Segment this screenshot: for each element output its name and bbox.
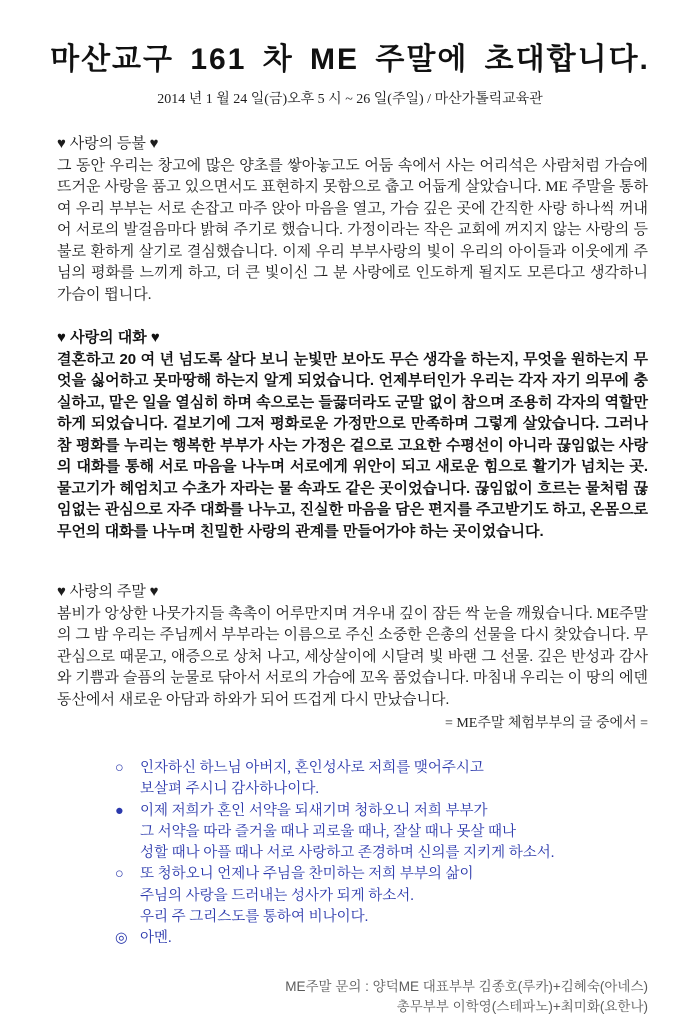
section-heading: ♥ 사랑의 등불 ♥ (57, 136, 159, 152)
prayer-line (115, 801, 648, 822)
prayer-text: 이제 저희가 혼인 서약을 되새기며 청하오니 저희 부부가 (140, 802, 488, 819)
bullet-spacer (115, 779, 140, 800)
prayer-line (115, 886, 648, 907)
prayer-line (115, 928, 648, 949)
prayer-text: 아멘. (140, 930, 172, 947)
prayer-text: 그 서약을 따라 즐거울 때나 괴로울 때나, 잘살 때나 못살 때나 (140, 823, 517, 840)
bullet-spacer (115, 843, 140, 864)
prayer-text: 성할 때나 아플 때나 서로 사랑하고 존경하며 신의를 지키게 하소서. (140, 845, 555, 862)
section-paragraph: 봄비가 앙상한 나뭇가지들 촉촉이 어루만지며 겨우내 깊이 잠든 싹 눈을 깨웠습니다. ME주말의 그 밤 우리는 주님께서 부부라는 이름으로 주신 소중한 은총의 선물을 다시 찾았습니다. 무관심으로 때묻고, 애증으로 상처 나고, 세상살이에 시달려 빛 바랜 그 선물. 깊은 반성과 감사와 기쁨과 슬픔의 눈물로 닦아서 서로의 가슴에 꼬옥 품었습니다. 마침내 우리는 이 땅의 에덴동산에서 새로운 아담과 하와가 되어 뜨겁게 다시 만났습니다. (57, 605, 648, 708)
prayer-line (115, 843, 648, 864)
filled-circle-bullet-icon: ● (115, 802, 124, 819)
bullet-spacer (115, 886, 140, 907)
section-heading: ♥ 사랑의 대화 ♥ (57, 329, 160, 346)
bullet-spacer (115, 907, 140, 928)
prayer-text: 또 청하오니 언제나 주님을 찬미하는 저희 부부의 삶이 (140, 866, 474, 883)
section-paragraph: 그 동안 우리는 창고에 많은 양초를 쌓아놓고도 어둠 속에서 사는 어리석은 사람처럼 가슴에 뜨거운 사랑을 품고 있으면서도 표현하지 못함으로 춥고 어둡게 살았습니다. ME 주말을 통하여 우리 부부는 서로 손잡고 마주 앉아 마음을 열고, 가슴 깊은 곳에 간직한 사랑 하나씩 꺼내어 서로의 발걸음마다 밝혀 주기로 했습니다. 가정이라는 작은 교회에 꺼지지 않는 사랑의 등불로 환하게 살기로 결심했습니다. 이제 우리 부부사랑의 빛이 우리의 아이들과 이웃에게 주님의 평화를 느끼게 하고, 더 큰 빛이신 그 분 사랑에로 인도하게 될지도 모른다고 생각하니 가슴이 뜁니다. (57, 157, 648, 303)
section-dialogue-of-love (57, 327, 648, 542)
circle-bullet-icon: ○ (115, 866, 124, 883)
section-heading: ♥ 사랑의 주말 ♥ (57, 584, 159, 600)
circle-bullet-icon: ○ (115, 760, 124, 776)
attribution: = ME주말 체험부부의 글 중에서 = (444, 716, 648, 731)
section-paragraph: 결혼하고 20 여 년 넘도록 살다 보니 눈빛만 보아도 무슨 생각을 하는지, 무엇을 원하는지 무엇을 싫어하고 못마땅해 하는지 알게 되었습니다. 언제부터인가 우리는 각자 자기 의무에 충실하고, 맡은 일을 열심히 하며 속으로는 들끓더라도 군말 없이 참으며 조용히 각자의 역할만 하게 되었습니다. 겉보기에 그저 평화로운 가정만으로 만족하며 그렇게 살았습니다. 그러나 참 평화를 누리는 행복한 부부가 사는 가정은 겉으로 고요한 수평선이 아니라 끊임없는 사랑의 대화를 통해 서로 마음을 나누며 서로에게 위안이 되고 새로운 힘으로 활기가 넘치는 곳. 물고기가 헤엄치고 수초가 자라는 물 속과도 같은 곳이었습니다. 끊임없이 흐르는 물처럼 끊임없는 관심으로 자주 대화를 나누고, 진실한 마음을 담은 편지를 주고받기도 하고, 온몸으로 무언의 대화를 나누며 친밀한 사랑의 관계를 만들어가야 하는 곳이었습니다. (57, 350, 648, 540)
contact-info (57, 977, 648, 1017)
event-date-location: 2014 년 1 월 24 일(금)오후 5 시 ~ 26 일(주일) / 마산가톨릭교육관 (157, 92, 543, 107)
prayer-text: 인자하신 하느님 아버지, 혼인성사로 저희를 맺어주시고 (140, 760, 484, 776)
prayer-block (115, 758, 648, 950)
contact-line-secretary-couple: 총무부부 이학영(스테파노)+최미화(요한나) (396, 998, 648, 1014)
contact-line-representative-couple: ME주말 문의 : 양덕ME 대표부부 김종호(루카)+김혜숙(아네스) (285, 978, 648, 994)
prayer-line (115, 864, 648, 885)
prayer-line (115, 779, 648, 800)
section-lamp-of-love (57, 134, 648, 306)
page-title: 마산교구 161 차 ME 주말에 초대합니다. (50, 43, 650, 76)
prayer-line (115, 907, 648, 928)
prayer-text: 보살펴 주시니 감사하나이다. (140, 781, 319, 798)
prayer-text: 주님의 사랑을 드러내는 성사가 되게 하소서. (140, 887, 414, 904)
bullet-spacer (115, 822, 140, 843)
prayer-line (115, 822, 648, 843)
double-circle-bullet-icon: ◎ (115, 930, 128, 947)
prayer-line (115, 758, 648, 779)
document-page (0, 34, 700, 1023)
prayer-text: 우리 주 그리스도를 통하여 비나이다. (140, 909, 369, 926)
document-body (57, 134, 648, 1017)
section-weekend-of-love (57, 582, 648, 711)
